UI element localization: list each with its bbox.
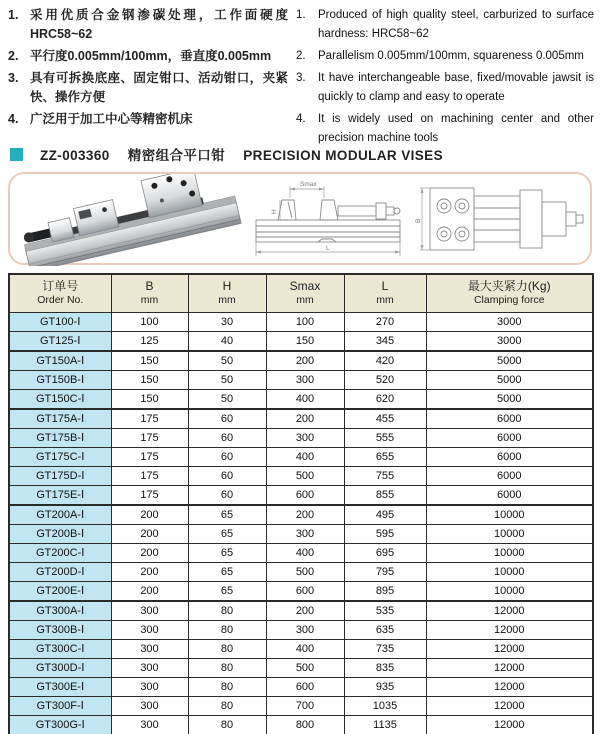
value-cell: 300 bbox=[111, 620, 188, 639]
order-no-cell: GT125-Ⅰ bbox=[9, 331, 111, 351]
value-cell: 500 bbox=[266, 658, 344, 677]
value-cell: 200 bbox=[111, 562, 188, 581]
value-cell: 125 bbox=[111, 331, 188, 351]
value-cell: 755 bbox=[344, 466, 426, 485]
feature-item bbox=[8, 110, 288, 129]
value-cell: 1035 bbox=[344, 696, 426, 715]
column-header: Smax mm bbox=[266, 274, 344, 312]
value-cell: 12000 bbox=[426, 715, 593, 734]
value-cell: 12000 bbox=[426, 677, 593, 696]
value-cell: 595 bbox=[344, 524, 426, 543]
product-image-panel bbox=[8, 172, 592, 265]
table-row bbox=[9, 351, 593, 371]
spec-table-section bbox=[8, 273, 592, 734]
product-photo bbox=[16, 174, 246, 266]
value-cell: 200 bbox=[266, 351, 344, 371]
table-row bbox=[9, 505, 593, 525]
table-row bbox=[9, 312, 593, 331]
table-row bbox=[9, 601, 593, 621]
value-cell: 6000 bbox=[426, 485, 593, 505]
value-cell: 40 bbox=[188, 331, 266, 351]
order-no-cell: GT200C-Ⅰ bbox=[9, 543, 111, 562]
table-row bbox=[9, 696, 593, 715]
value-cell: 12000 bbox=[426, 601, 593, 621]
value-cell: 555 bbox=[344, 428, 426, 447]
feature-text: 采用优质合金钢渗碳处理，工作面硬度HRC58~62 bbox=[30, 8, 288, 41]
table-row bbox=[9, 581, 593, 601]
feature-item bbox=[8, 69, 288, 107]
value-cell: 345 bbox=[344, 331, 426, 351]
value-cell: 935 bbox=[344, 677, 426, 696]
value-cell: 400 bbox=[266, 447, 344, 466]
section-title bbox=[40, 144, 457, 164]
value-cell: 50 bbox=[188, 351, 266, 371]
value-cell: 60 bbox=[188, 409, 266, 429]
value-cell: 6000 bbox=[426, 466, 593, 485]
feature-number: 2. bbox=[8, 49, 19, 63]
value-cell: 60 bbox=[188, 466, 266, 485]
value-cell: 175 bbox=[111, 409, 188, 429]
order-no-cell: GT200D-Ⅰ bbox=[9, 562, 111, 581]
value-cell: 600 bbox=[266, 485, 344, 505]
value-cell: 80 bbox=[188, 715, 266, 734]
value-cell: 1135 bbox=[344, 715, 426, 734]
value-cell: 12000 bbox=[426, 696, 593, 715]
order-no-cell: GT175C-Ⅰ bbox=[9, 447, 111, 466]
feature-number: 1. bbox=[296, 9, 306, 21]
value-cell: 300 bbox=[111, 715, 188, 734]
value-cell: 150 bbox=[111, 370, 188, 389]
section-title-row bbox=[10, 145, 457, 163]
value-cell: 6000 bbox=[426, 428, 593, 447]
order-no-cell: GT175E-Ⅰ bbox=[9, 485, 111, 505]
value-cell: 80 bbox=[188, 620, 266, 639]
value-cell: 695 bbox=[344, 543, 426, 562]
value-cell: 5000 bbox=[426, 389, 593, 409]
value-cell: 600 bbox=[266, 677, 344, 696]
value-cell: 300 bbox=[111, 677, 188, 696]
features-section bbox=[8, 6, 594, 151]
value-cell: 12000 bbox=[426, 639, 593, 658]
order-no-cell: GT300C-Ⅰ bbox=[9, 639, 111, 658]
value-cell: 200 bbox=[266, 601, 344, 621]
feature-text: 具有可拆换底座、固定钳口、活动钳口，夹紧快、操作方便 bbox=[30, 71, 288, 104]
value-cell: 300 bbox=[111, 696, 188, 715]
dim-label-h: H bbox=[271, 209, 278, 214]
product-title-zh: 精密组合平口钳 bbox=[127, 148, 226, 163]
value-cell: 175 bbox=[111, 428, 188, 447]
feature-item bbox=[296, 69, 594, 107]
feature-text: It have interchangeable base, fixed/movable jawsit is quickly to clamp and easy to operate bbox=[318, 72, 594, 103]
column-header: L mm bbox=[344, 274, 426, 312]
value-cell: 65 bbox=[188, 505, 266, 525]
value-cell: 300 bbox=[266, 370, 344, 389]
value-cell: 10000 bbox=[426, 543, 593, 562]
value-cell: 300 bbox=[266, 620, 344, 639]
value-cell: 30 bbox=[188, 312, 266, 331]
feature-number: 3. bbox=[296, 72, 306, 84]
table-body bbox=[9, 312, 593, 734]
feature-text: It is widely used on machining center and other precision machine tools bbox=[318, 113, 594, 144]
feature-text: Parallelism 0.005mm/100mm, squareness 0.005mm bbox=[318, 50, 584, 62]
value-cell: 60 bbox=[188, 447, 266, 466]
table-row bbox=[9, 639, 593, 658]
value-cell: 455 bbox=[344, 409, 426, 429]
value-cell: 100 bbox=[266, 312, 344, 331]
value-cell: 535 bbox=[344, 601, 426, 621]
value-cell: 65 bbox=[188, 562, 266, 581]
value-cell: 270 bbox=[344, 312, 426, 331]
order-no-cell: GT175B-Ⅰ bbox=[9, 428, 111, 447]
feature-item bbox=[8, 6, 288, 44]
value-cell: 150 bbox=[111, 389, 188, 409]
value-cell: 50 bbox=[188, 370, 266, 389]
features-zh bbox=[8, 6, 288, 151]
value-cell: 495 bbox=[344, 505, 426, 525]
column-header: 订单号 Order No. bbox=[9, 274, 111, 312]
value-cell: 150 bbox=[111, 351, 188, 371]
order-no-cell: GT175A-Ⅰ bbox=[9, 409, 111, 429]
value-cell: 800 bbox=[266, 715, 344, 734]
value-cell: 855 bbox=[344, 485, 426, 505]
table-row bbox=[9, 562, 593, 581]
order-no-cell: GT300F-Ⅰ bbox=[9, 696, 111, 715]
value-cell: 300 bbox=[266, 428, 344, 447]
feature-text: Produced of high quality steel, carburized to surface hardness: HRC58~62 bbox=[318, 9, 594, 40]
order-no-cell: GT100-Ⅰ bbox=[9, 312, 111, 331]
value-cell: 175 bbox=[111, 447, 188, 466]
table-row bbox=[9, 620, 593, 639]
value-cell: 80 bbox=[188, 601, 266, 621]
top-view-drawing bbox=[414, 182, 586, 256]
value-cell: 10000 bbox=[426, 562, 593, 581]
order-no-cell: GT175D-Ⅰ bbox=[9, 466, 111, 485]
value-cell: 175 bbox=[111, 466, 188, 485]
value-cell: 60 bbox=[188, 428, 266, 447]
value-cell: 200 bbox=[111, 505, 188, 525]
value-cell: 300 bbox=[111, 601, 188, 621]
feature-number: 4. bbox=[296, 113, 306, 125]
value-cell: 600 bbox=[266, 581, 344, 601]
value-cell: 835 bbox=[344, 658, 426, 677]
value-cell: 200 bbox=[111, 524, 188, 543]
features-en bbox=[296, 6, 594, 151]
side-view-drawing bbox=[248, 178, 408, 263]
value-cell: 895 bbox=[344, 581, 426, 601]
value-cell: 65 bbox=[188, 543, 266, 562]
order-no-cell: GT300G-Ⅰ bbox=[9, 715, 111, 734]
value-cell: 200 bbox=[266, 409, 344, 429]
spec-table bbox=[8, 273, 594, 734]
value-cell: 6000 bbox=[426, 447, 593, 466]
order-no-cell: GT200A-Ⅰ bbox=[9, 505, 111, 525]
value-cell: 500 bbox=[266, 466, 344, 485]
feature-text: 平行度0.005mm/100mm，垂直度0.005mm bbox=[30, 49, 272, 63]
table-row bbox=[9, 389, 593, 409]
order-no-cell: GT300B-Ⅰ bbox=[9, 620, 111, 639]
value-cell: 400 bbox=[266, 543, 344, 562]
order-no-cell: GT300E-Ⅰ bbox=[9, 677, 111, 696]
column-header: B mm bbox=[111, 274, 188, 312]
table-row bbox=[9, 370, 593, 389]
dim-label-smax: Smax bbox=[300, 181, 317, 188]
value-cell: 10000 bbox=[426, 581, 593, 601]
value-cell: 80 bbox=[188, 677, 266, 696]
table-row bbox=[9, 524, 593, 543]
feature-number: 3. bbox=[8, 71, 19, 85]
feature-item bbox=[296, 6, 594, 44]
value-cell: 400 bbox=[266, 389, 344, 409]
value-cell: 620 bbox=[344, 389, 426, 409]
value-cell: 12000 bbox=[426, 620, 593, 639]
order-no-cell: GT150B-Ⅰ bbox=[9, 370, 111, 389]
value-cell: 735 bbox=[344, 639, 426, 658]
value-cell: 200 bbox=[111, 543, 188, 562]
table-row bbox=[9, 428, 593, 447]
feature-number: 1. bbox=[8, 8, 19, 22]
value-cell: 12000 bbox=[426, 658, 593, 677]
value-cell: 700 bbox=[266, 696, 344, 715]
value-cell: 300 bbox=[111, 639, 188, 658]
value-cell: 10000 bbox=[426, 505, 593, 525]
value-cell: 50 bbox=[188, 389, 266, 409]
value-cell: 10000 bbox=[426, 524, 593, 543]
value-cell: 80 bbox=[188, 658, 266, 677]
value-cell: 3000 bbox=[426, 331, 593, 351]
value-cell: 795 bbox=[344, 562, 426, 581]
section-bullet-icon bbox=[10, 148, 23, 161]
feature-item bbox=[296, 47, 594, 66]
value-cell: 65 bbox=[188, 581, 266, 601]
column-header: H mm bbox=[188, 274, 266, 312]
value-cell: 400 bbox=[266, 639, 344, 658]
value-cell: 200 bbox=[266, 505, 344, 525]
value-cell: 300 bbox=[266, 524, 344, 543]
feature-number: 2. bbox=[296, 50, 306, 62]
value-cell: 200 bbox=[111, 581, 188, 601]
feature-item bbox=[296, 110, 594, 148]
table-row bbox=[9, 658, 593, 677]
table-row bbox=[9, 447, 593, 466]
value-cell: 500 bbox=[266, 562, 344, 581]
value-cell: 5000 bbox=[426, 370, 593, 389]
feature-text: 广泛用于加工中心等精密机床 bbox=[30, 112, 193, 126]
value-cell: 5000 bbox=[426, 351, 593, 371]
value-cell: 6000 bbox=[426, 409, 593, 429]
value-cell: 3000 bbox=[426, 312, 593, 331]
table-row bbox=[9, 466, 593, 485]
table-header-row bbox=[9, 274, 593, 312]
order-no-cell: GT200B-Ⅰ bbox=[9, 524, 111, 543]
value-cell: 520 bbox=[344, 370, 426, 389]
table-row bbox=[9, 677, 593, 696]
value-cell: 175 bbox=[111, 485, 188, 505]
value-cell: 420 bbox=[344, 351, 426, 371]
table-row bbox=[9, 543, 593, 562]
order-no-cell: GT200E-Ⅰ bbox=[9, 581, 111, 601]
column-header: 最大夹紧力(Kg) Clamping force bbox=[426, 274, 593, 312]
value-cell: 635 bbox=[344, 620, 426, 639]
value-cell: 80 bbox=[188, 639, 266, 658]
value-cell: 300 bbox=[111, 658, 188, 677]
table-row bbox=[9, 331, 593, 351]
value-cell: 65 bbox=[188, 524, 266, 543]
dim-label-b: B bbox=[415, 218, 422, 223]
value-cell: 100 bbox=[111, 312, 188, 331]
value-cell: 150 bbox=[266, 331, 344, 351]
order-no-cell: GT300D-Ⅰ bbox=[9, 658, 111, 677]
product-title-en: PRECISION MODULAR VISES bbox=[243, 148, 443, 163]
table-row bbox=[9, 485, 593, 505]
order-no-cell: GT150C-Ⅰ bbox=[9, 389, 111, 409]
dim-label-l: L bbox=[326, 245, 330, 252]
order-no-cell: GT150A-Ⅰ bbox=[9, 351, 111, 371]
product-code: ZZ-003360 bbox=[40, 148, 110, 163]
order-no-cell: GT300A-Ⅰ bbox=[9, 601, 111, 621]
value-cell: 655 bbox=[344, 447, 426, 466]
feature-item bbox=[8, 47, 288, 66]
feature-number: 4. bbox=[8, 112, 19, 126]
value-cell: 60 bbox=[188, 485, 266, 505]
table-row bbox=[9, 409, 593, 429]
value-cell: 80 bbox=[188, 696, 266, 715]
table-row bbox=[9, 715, 593, 734]
